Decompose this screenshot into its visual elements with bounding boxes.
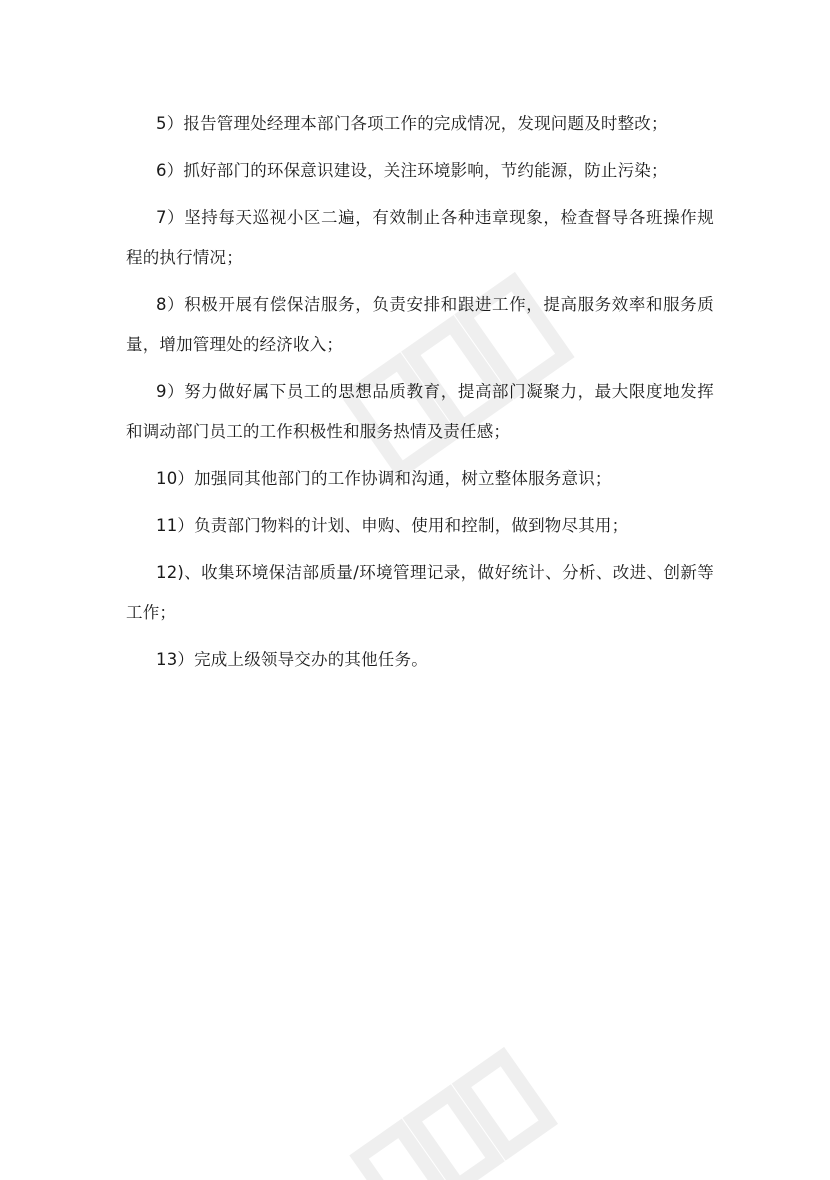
watermark-logo-bottom xyxy=(340,1040,560,1180)
list-item-5: 5）报告管理处经理本部门各项工作的完成情况，发现问题及时整改； xyxy=(156,114,668,133)
list-item-12: 12)、收集环境保洁部质量/环境管理记录，做好统计、分析、改进、创新等工作； xyxy=(126,563,714,622)
list-item-9: 9）努力做好属下员工的思想品质教育，提高部门凝聚力，最大限度地发挥和调动部门员工的工作积极性和服务热情及责任感； xyxy=(126,382,714,441)
list-item-6: 6）抓好部门的环保意识建设，关注环境影响，节约能源，防止污染； xyxy=(156,161,668,180)
document-body xyxy=(126,104,714,687)
list-item-11: 11）负责部门物料的计划、申购、使用和控制，做到物尽其用； xyxy=(156,516,629,535)
list-item-7: 7）坚持每天巡视小区二遍，有效制止各种违章现象，检查督导各班操作规程的执行情况； xyxy=(126,208,714,267)
list-item-10: 10）加强同其他部门的工作协调和沟通，树立整体服务意识； xyxy=(156,469,612,488)
list-item-8: 8）积极开展有偿保洁服务，负责安排和跟进工作，提高服务效率和服务质量，增加管理处的经济收入； xyxy=(126,295,714,354)
list-item-13: 13）完成上级领导交办的其他任务。 xyxy=(156,650,428,669)
